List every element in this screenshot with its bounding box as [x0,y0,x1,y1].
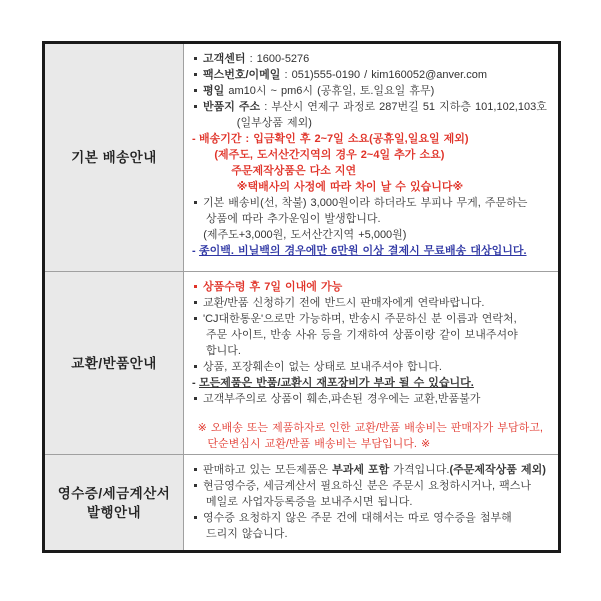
text-segment: 종이백. 비닐백의 경우에만 6만원 이상 결제시 무료배송 대상입니다. [199,245,527,257]
line-text [203,313,517,325]
line-text [203,480,531,492]
info-line [192,478,554,494]
text-segment: am10시 ~ pm6시 (공휴일, 토.일요일 휴무) [224,85,435,97]
text-segment: ※택배사의 사정에 따라 차이 날 수 있습니다※ [236,181,464,193]
text-segment: 상품에 따라 추가운임이 발생합니다. [206,213,381,225]
info-line [192,375,554,391]
square-bullet-icon [194,365,197,368]
info-line [237,115,554,131]
line-text [237,181,463,193]
line-text [206,213,381,225]
info-line [192,67,554,83]
text-segment: 팩스번호/이메일 [203,69,281,81]
text-segment: 'CJ대한통운'으로만 가능하며, 반송시 주문하신 분 이름과 연락처, [203,313,517,325]
dash-bullet-icon: - [192,245,196,257]
text-segment: 고객부주의로 상품이 훼손,파손된 경우에는 교환,반품불가 [203,393,481,405]
text-segment: : 1600-5276 [245,53,310,65]
info-line [192,311,554,327]
line-text [206,329,518,341]
line-text [206,528,288,540]
line-text [203,297,484,309]
text-segment: 모든제품은 반품/교환시 재포장비가 부과 될 수 있습니다. [199,377,474,389]
row-header-label: 영수증/세금계산서 [57,485,171,501]
square-bullet-icon [194,73,197,76]
line-text [237,117,312,129]
text-segment: (제주도+3,000원, 도서산간지역 +5,000원) [203,229,407,241]
row-content-exchange-return [184,272,558,455]
row-header-label: 발행안내 [86,504,142,520]
row-content-receipt-tax-invoice [184,455,558,550]
square-bullet-icon [194,484,197,487]
text-segment: 상품, 포장훼손이 없는 상태로 보내주셔야 합니다. [203,361,442,373]
info-line [231,163,554,179]
text-segment: : 부산시 연제구 과정로 287번길 51 지하층 101,102,103호 [260,101,547,113]
info-line [192,407,554,420]
info-line [192,359,554,375]
info-line [203,227,554,243]
text-segment: 기본 배송비(선, 착불) 3,000원이라 하더라도 부피나 무게, 주문하는 [203,197,528,209]
text-segment: 교환/반품 신청하기 전에 반드시 판매자에게 연락바랍니다. [203,297,485,309]
info-line [206,211,554,227]
text-segment: (제주도, 도서산간지역의 경우 2~4일 추가 소요) [214,149,445,161]
info-table [42,41,561,553]
text-segment: 평일 [203,85,225,97]
square-bullet-icon [194,201,197,204]
info-line [192,131,554,147]
info-line [198,420,554,436]
info-line [206,526,554,542]
square-bullet-icon [194,301,197,304]
dash-bullet-icon: - [192,133,196,145]
text-segment: 주문 사이트, 반송 사유 등을 기재하여 상품이랑 같이 보내주셔야 [206,329,518,341]
line-text [203,512,512,524]
info-line [192,51,554,67]
info-line [214,147,554,163]
square-bullet-icon [194,89,197,92]
text-segment: ※ 오배송 또는 제품하자로 인한 교환/반품 배송비는 판매자가 부담하고, [197,422,543,434]
line-text [203,361,442,373]
text-segment: 합니다. [206,345,241,357]
row-header-receipt-tax-invoice [45,455,184,550]
line-text [203,197,527,209]
line-text [199,133,469,145]
line-text [203,393,480,405]
line-text [203,85,434,97]
dash-bullet-icon: - [192,377,196,389]
line-text [231,165,356,177]
info-line [192,243,554,259]
line-text [199,377,474,389]
line-text [198,422,543,434]
row-header-label: 교환/반품안내 [71,355,157,371]
row-header-basic-shipping [45,44,184,272]
square-bullet-icon [194,397,197,400]
info-line [207,436,554,452]
line-text [203,69,487,81]
text-segment: 메일로 사업자등록증을 보내주시면 됩니다. [206,496,413,508]
line-text [199,245,527,257]
info-line [206,327,554,343]
line-text [203,464,546,476]
text-segment: 드리지 않습니다. [206,528,288,540]
text-segment: 가격입니다. [389,464,450,476]
info-line [206,343,554,359]
text-segment: 현금영수증, 세금계산서 필요하신 분은 주문시 요청하시거나, 팩스나 [203,480,531,492]
row-content-basic-shipping [184,44,558,272]
info-line [192,391,554,407]
row-header-label: 기본 배송안내 [71,150,157,165]
text-segment: 배송기간 : 입금확인 후 2~7일 소요(공휴일,일요일 제외) [199,133,469,145]
text-segment: 단순변심시 교환/반품 배송비는 부담입니다. ※ [207,438,431,450]
square-bullet-icon [194,285,197,288]
text-segment: 판매하고 있는 모든제품은 [203,464,333,476]
line-text [203,281,342,293]
text-segment: 상품수령 후 7일 이내에 가능 [203,281,343,293]
line-text [203,101,547,113]
info-line [192,83,554,99]
text-segment: (주문제작상품 제외) [449,464,546,476]
text-segment: : 051)555-0190 / kim160052@anver.com [280,69,488,81]
line-text [203,229,406,241]
info-line [237,179,554,195]
line-text [214,149,444,161]
info-line [206,494,554,510]
line-text [206,345,241,357]
info-line [192,279,554,295]
line-text [207,438,430,450]
text-segment: 영수증 요청하지 않은 주문 건에 대해서는 따로 영수증을 첨부해 [203,512,512,524]
square-bullet-icon [194,468,197,471]
square-bullet-icon [194,317,197,320]
info-line [192,99,554,115]
row-header-exchange-return [45,272,184,455]
info-line [192,195,554,211]
text-segment: 반품지 주소 [203,101,261,113]
page [42,41,561,553]
text-segment: 부과세 포함 [332,464,390,476]
info-line [192,295,554,311]
square-bullet-icon [194,516,197,519]
line-text [203,53,309,65]
text-segment: 주문제작상품은 다소 지연 [231,165,357,177]
square-bullet-icon [194,105,197,108]
square-bullet-icon [194,57,197,60]
info-line [192,462,554,478]
text-segment: (일부상품 제외) [236,117,312,129]
text-segment: 고객센터 [203,53,246,65]
info-line [192,510,554,526]
line-text [206,496,413,508]
